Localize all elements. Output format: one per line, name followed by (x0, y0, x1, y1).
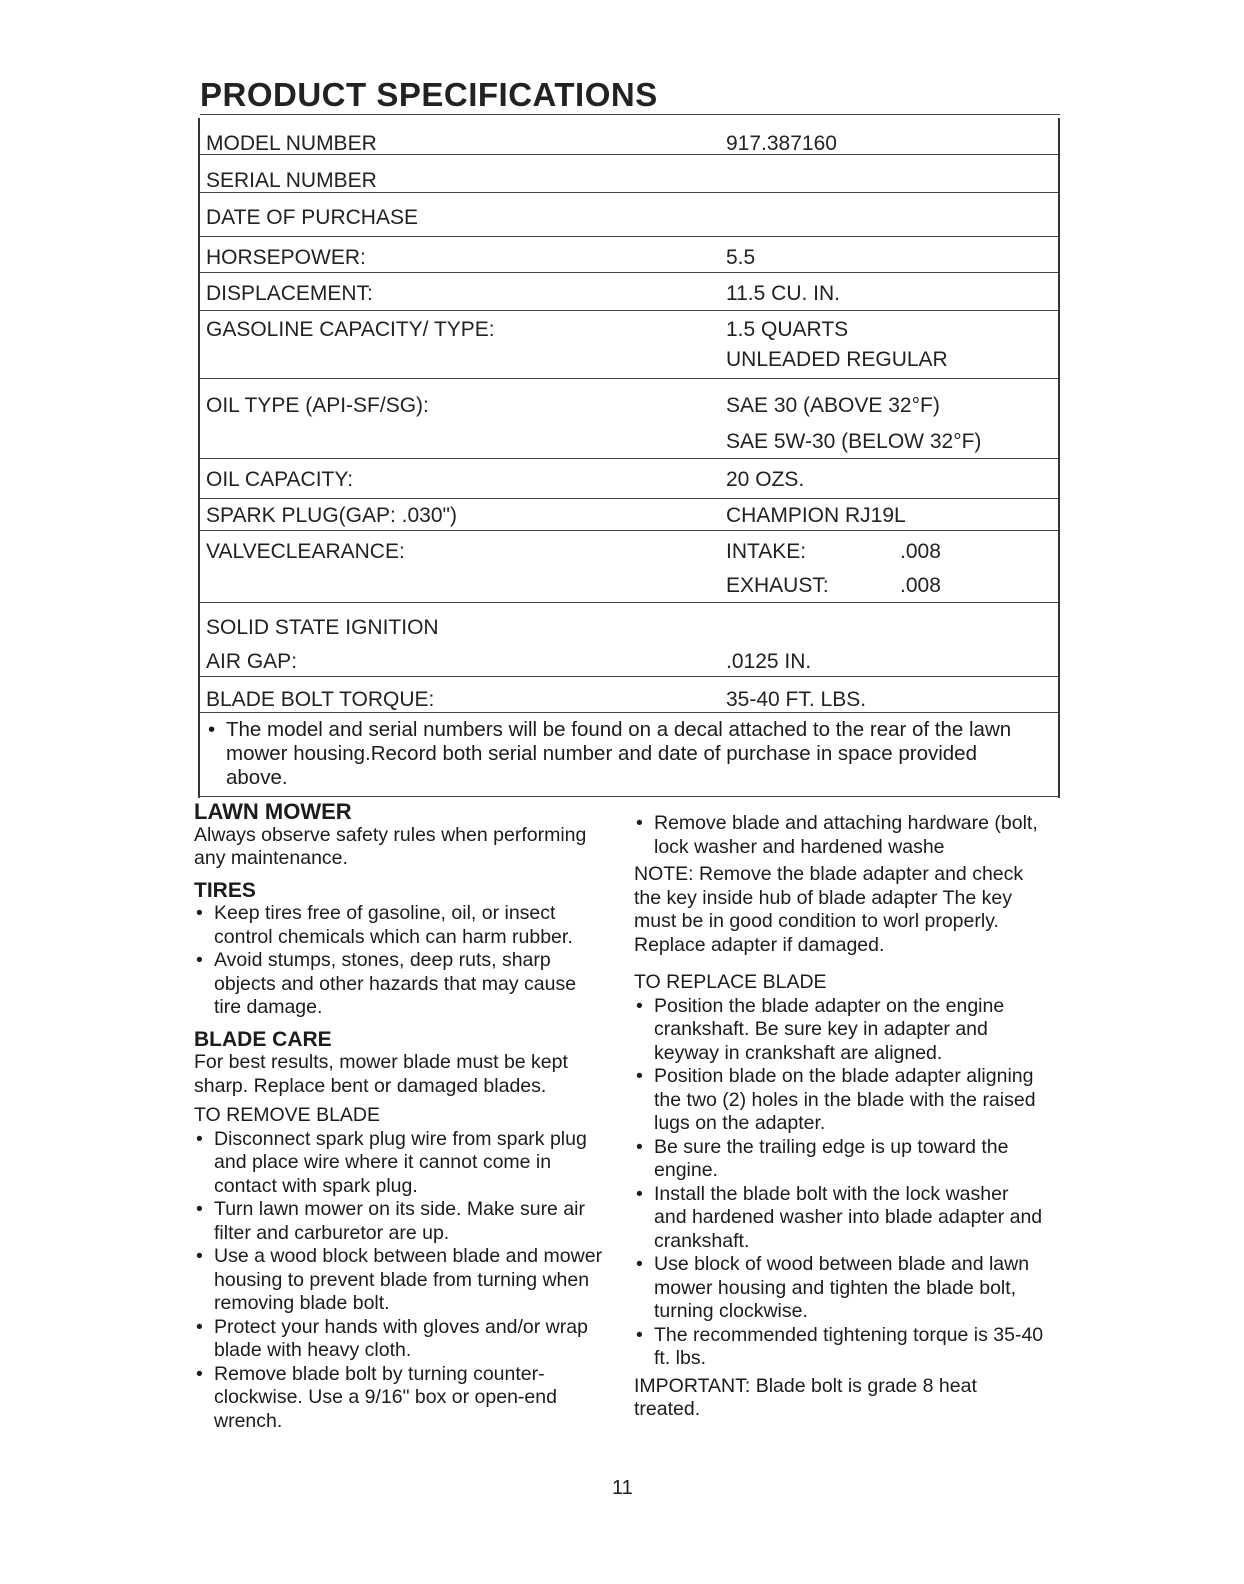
spec-label: OIL TYPE (API-SF/SG): (206, 394, 429, 417)
spec-label: SPARK PLUG(GAP: .030") (206, 504, 457, 527)
list-item: • Position the blade adapter on the engine crankshaft. Be sure key in adapter and keyway in crankshaft are aligned. (634, 995, 1044, 1066)
spec-label-2: AIR GAP: (206, 650, 298, 673)
spec-row-oil-capacity (200, 460, 1058, 499)
spec-row-serial (200, 156, 1058, 193)
spec-row-oil-type (200, 380, 1058, 459)
spec-row-blade-torque (200, 678, 1058, 713)
list-item: • Remove blade and attaching hardware (bolt, lock washer and hardened washe (634, 812, 1044, 859)
blade-care-intro: For best results, mower blade must be kept sharp. Replace bent or damaged blades. (194, 1051, 568, 1097)
spec-row-date (200, 194, 1058, 237)
replace-blade-heading: TO REPLACE BLADE (634, 971, 827, 993)
left-column (194, 800, 606, 1433)
spec-row-horsepower (200, 238, 1058, 273)
list-item: • Use block of wood between blade and lawn mower housing and tighten the blade bolt, turning clockwise. (634, 1253, 1044, 1324)
spec-value-2: SAE 5W-30 (BELOW 32°F) (726, 430, 982, 453)
spec-row-displacement (200, 274, 1058, 311)
spec-row-valve-clearance (200, 532, 1058, 603)
blade-care-heading: BLADE CARE (194, 1027, 332, 1051)
list-item: • Avoid stumps, stones, deep ruts, sharp objects and other hazards that may cause tire damage. (194, 949, 606, 1020)
bullet: • (208, 718, 216, 741)
remove-more-list (634, 812, 1044, 859)
remove-steps-list (194, 1128, 606, 1434)
spec-row-model (200, 118, 1058, 155)
spec-note (208, 718, 1028, 790)
remove-blade-heading: TO REMOVE BLADE (194, 1104, 381, 1126)
spec-value: 5.5 (726, 246, 756, 269)
spec-row-spark-plug (200, 500, 1058, 531)
replace-steps-list (634, 995, 1044, 1371)
list-item: • Be sure the trailing edge is up toward the engine. (634, 1136, 1044, 1183)
spec-label: SERIAL NUMBER (206, 169, 377, 192)
spec-extra: .008 (900, 540, 941, 563)
spec-label: MODEL NUMBER (206, 132, 377, 155)
spec-table (198, 118, 1060, 798)
spec-label: GASOLINE CAPACITY/ TYPE: (206, 318, 495, 341)
spec-value: CHAMPION RJ19L (726, 504, 906, 527)
tires-heading: TIRES (194, 878, 256, 902)
spec-extra-2: .008 (900, 574, 941, 597)
list-item: • Disconnect spark plug wire from spark plug and place wire where it cannot come in contact with spark plug. (194, 1128, 606, 1199)
important-note: IMPORTANT: Blade bolt is grade 8 heat treated. (634, 1374, 977, 1420)
spec-label: HORSEPOWER: (206, 246, 366, 269)
lawn-mower-intro: Always observe safety rules when performing any maintenance. (194, 823, 587, 869)
spec-note-text: The model and serial numbers will be found on a decal attached to the rear of the lawn mower housing.Record both serial number and date of purchase in space provided above. (226, 718, 1012, 789)
spec-row-gasoline (200, 312, 1058, 379)
note-rule (198, 796, 1060, 797)
spec-row-ignition (200, 604, 1058, 677)
spec-label: OIL CAPACITY: (206, 468, 354, 491)
right-column (634, 812, 1044, 1422)
spec-value: 20 OZS. (726, 468, 805, 491)
list-item: • Install the blade bolt with the lock washer and hardened washer into blade adapter and crankshaft. (634, 1183, 1044, 1254)
page-title: PRODUCT SPECIFICATIONS (200, 76, 658, 113)
spec-label: DISPLACEMENT: (206, 282, 373, 305)
spec-label: VALVECLEARANCE: (206, 540, 405, 563)
adapter-note: NOTE: Remove the blade adapter and check the key inside hub of blade adapter The key must be in good condition to worl properly. Replace adapter if damaged. (634, 863, 1024, 956)
spec-value-2: EXHAUST: (726, 574, 829, 597)
list-item: • The recommended tightening torque is 35-40 ft. lbs. (634, 1324, 1044, 1371)
spec-label: SOLID STATE IGNITION (206, 616, 439, 639)
list-item: • Turn lawn mower on its side. Make sure air filter and carburetor are up. (194, 1198, 606, 1245)
spec-value: 917.387160 (726, 132, 837, 155)
spec-value-2: UNLEADED REGULAR (726, 348, 948, 371)
spec-value: INTAKE: (726, 540, 807, 563)
lawn-mower-heading: LAWN MOWER (194, 799, 352, 824)
list-item: • Protect your hands with gloves and/or wrap blade with heavy cloth. (194, 1316, 606, 1363)
spec-value: 1.5 QUARTS (726, 318, 849, 341)
list-item: • Position blade on the blade adapter aligning the two (2) holes in the blade with the raised lugs on the adapter. (634, 1065, 1044, 1136)
spec-value: SAE 30 (ABOVE 32°F) (726, 394, 940, 417)
title-rule (200, 114, 1060, 115)
list-item: • Use a wood block between blade and mower housing to prevent blade from turning when removing blade bolt. (194, 1245, 606, 1316)
list-item: • Keep tires free of gasoline, oil, or insect control chemicals which can harm rubber. (194, 902, 606, 949)
spec-value: 35-40 FT. LBS. (726, 688, 867, 711)
tires-list (194, 902, 606, 1020)
page-number: 11 (612, 1477, 633, 1499)
spec-label: BLADE BOLT TORQUE: (206, 688, 435, 711)
list-item: • Remove blade bolt by turning counter-clockwise. Use a 9/16" box or open-end wrench. (194, 1363, 606, 1434)
spec-label: DATE OF PURCHASE (206, 206, 418, 229)
spec-value-2: .0125 IN. (726, 650, 812, 673)
spec-value: 11.5 CU. IN. (726, 282, 840, 305)
